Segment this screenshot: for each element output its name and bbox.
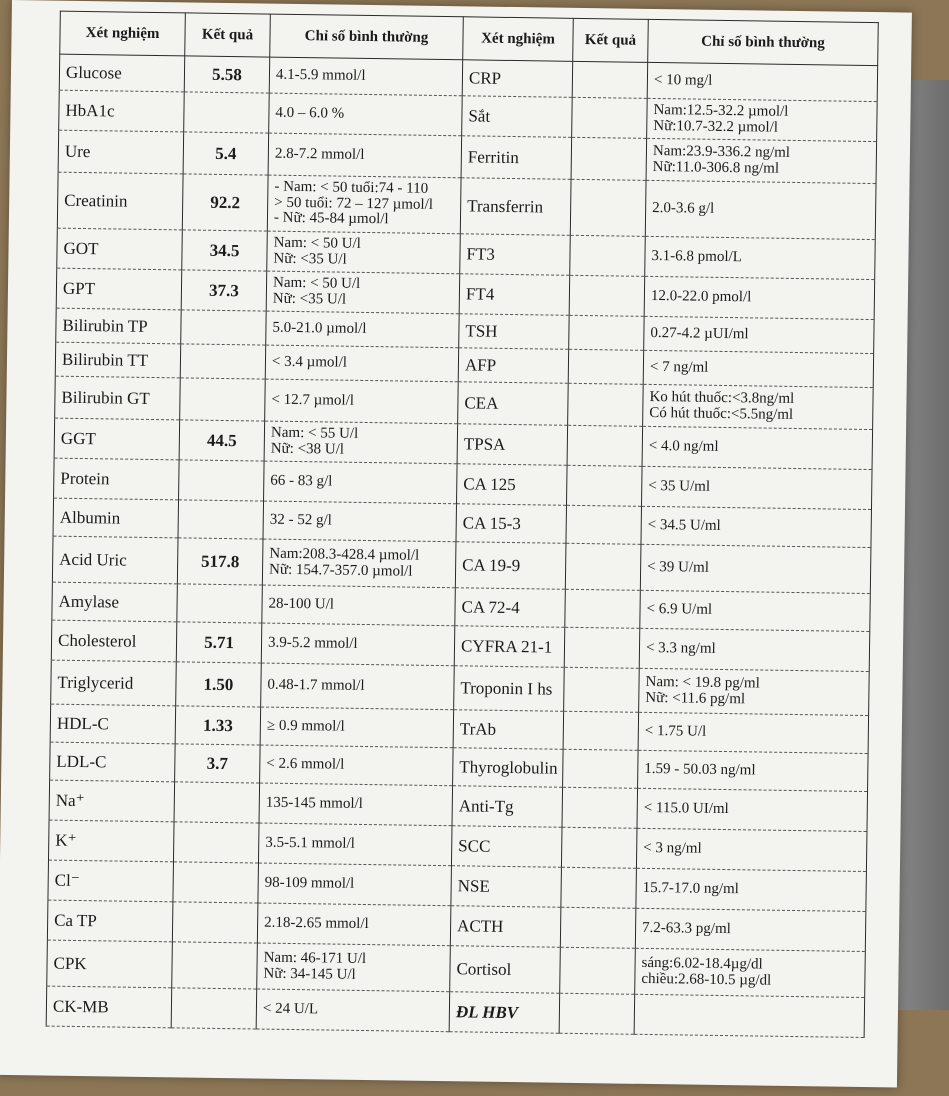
reference-line: 3.1-6.8 pmol/L [651,247,743,265]
reference-range-right [647,62,877,101]
reference-line: 98-109 mmol/l [264,874,355,892]
reference-line: Nữ: <35 U/l [273,250,347,268]
reference-line: < 4.0 ng/ml [648,437,719,455]
reference-range-left [262,585,456,626]
reference-line: < 7 ng/ml [649,358,709,376]
reference-range-right [637,788,868,831]
reference-range-left [269,57,462,96]
reference-line: < 10 mg/l [653,71,713,89]
reference-range-left [265,345,458,382]
test-name-left: Amylase [52,582,178,622]
test-name-left: CK-MB [46,986,172,1028]
result-right [570,235,646,276]
reference-range-right [638,712,869,753]
reference-range-right [643,384,874,429]
reference-range-right [642,426,873,469]
result-right [568,349,643,384]
reference-line: Nữ: 34-145 U/l [263,965,356,983]
result-right [561,827,637,868]
reference-range-right [647,98,878,141]
result-right [566,465,642,506]
result-left [180,344,265,379]
reference-line: < 1.75 U/l [644,722,707,740]
reference-line: 4.0 – 6.0 % [275,104,345,122]
reference-range-right [638,750,869,791]
result-right [561,867,637,908]
test-name-right: TSH [459,314,569,350]
test-name-left: Ure [58,130,184,174]
test-name-right: Thyroglobulin [453,748,564,788]
reference-range-left [260,745,454,786]
test-name-right: Cortisol [450,946,561,994]
reference-range-left [257,943,451,992]
reference-range-left [257,903,451,946]
reference-range-right [645,180,876,239]
reference-range-right [645,236,876,279]
test-name-right: ĐL HBV [449,992,560,1034]
reference-range-right [639,668,870,715]
test-name-right: CA 19-9 [455,542,566,590]
reference-range-left [258,863,452,906]
reference-range-right [636,828,867,871]
test-name-right: CEA [458,382,569,426]
result-left [180,378,266,421]
result-left [174,782,260,823]
test-name-right: Ferritin [461,136,572,180]
result-left [179,460,265,501]
result-right [572,61,647,98]
reference-line: < 12.7 µmol/l [271,391,355,409]
test-name-left: GGT [54,418,180,460]
reference-range-left [261,663,455,710]
result-right [565,589,641,628]
result-right [560,907,636,948]
test-name-left: Bilirubin GT [55,376,181,420]
reference-range-right [641,506,872,547]
reference-line: 7.2-63.3 pg/ml [641,919,731,937]
result-right [560,947,636,994]
reference-line: - Nữ: 45-84 µmol/l [273,210,389,228]
test-name-left: Albumin [53,498,179,538]
reference-line: 3.9-5.2 mmol/l [267,634,358,652]
reference-line: Nữ: <11.6 pg/ml [645,689,746,707]
reference-range-left [267,231,461,274]
reference-line: 135-145 mmol/l [265,794,364,812]
reference-range-right [644,316,874,353]
reference-line: < 3.3 ng/ml [645,639,716,657]
reference-line: Nam: 46-171 U/l [263,949,367,967]
test-name-right: FT4 [459,274,570,316]
reference-range-right [635,908,866,951]
reference-range-left [258,823,452,866]
result-left [172,942,258,989]
test-name-right: SCC [451,826,562,868]
header-test-left: Xét nghiệm [60,11,186,56]
test-name-right: Transferrin [460,178,571,236]
reference-range-left [268,133,462,178]
reference-line: 2.8-7.2 mmol/l [274,145,365,163]
test-name-left: Glucose [59,54,184,92]
result-right [562,787,638,828]
reference-range-right [636,868,867,911]
reference-line: Nam: < 55 U/l [270,424,359,442]
test-name-right: Troponin I hs [454,666,565,712]
reference-range-left [266,311,459,348]
reference-line: < 2.6 mmol/l [266,755,345,773]
reference-range-right [639,628,870,671]
reference-line: < 6.9 U/ml [646,600,713,618]
header-test-right: Xét nghiệm [463,17,574,62]
reference-line: chiều:2.68-10.5 µg/dl [641,970,772,989]
reference-line: Nữ: 154.7-357.0 µmol/l [268,561,413,580]
reference-range-left [259,783,453,826]
reference-line: Ko hút thuốc:<3.8ng/ml [649,388,795,407]
lab-results-table [46,11,879,1038]
header-result-right: Kết quả [573,18,649,62]
test-name-right: ACTH [450,906,561,948]
reference-line: Nam: < 50 U/l [273,234,361,252]
reference-range-right [646,138,877,183]
reference-range-right [634,994,865,1037]
test-name-left: Ca TP [47,900,173,942]
test-name-right: CA 15-3 [456,504,567,544]
test-name-right: TrAb [453,710,564,750]
reference-line: Nữ:11.0-306.8 ng/ml [652,158,780,177]
reference-line: < 3 ng/ml [643,839,702,857]
reference-line: Nữ: <35 U/l [272,290,347,308]
test-name-left: GOT [57,228,183,270]
test-name-left: Acid Uric [52,536,178,584]
test-name-left: GPT [56,268,182,310]
reference-range-left [267,175,461,234]
result-left: 37.3 [181,270,267,311]
result-left: 517.8 [177,538,263,585]
result-left: 5.4 [183,132,269,175]
reference-line: Nam:208.3-428.4 µmol/l [269,545,420,564]
reference-line: Nam:12.5-32.2 µmol/l [653,101,789,120]
result-left [171,988,257,1029]
reference-range-left [269,93,463,136]
reference-line: Nam: < 50 U/l [272,274,361,292]
reference-line: - Nam: < 50 tuổi:74 - 110 [274,178,429,197]
test-name-right: Anti-Tg [452,786,563,828]
reference-line: 5.0-21.0 µmol/l [272,319,367,337]
result-left: 5.58 [184,56,269,93]
result-left: 5.71 [176,622,262,663]
test-name-right: FT3 [460,234,571,276]
result-left: 44.5 [179,420,265,461]
result-right [567,425,643,466]
reference-line: 3.5-5.1 mmol/l [265,834,355,852]
reference-line: < 24 U/L [262,1000,319,1017]
test-name-left: Bilirubin TT [55,342,180,378]
result-right [569,275,645,316]
result-left: 1.33 [175,706,261,745]
result-left [173,822,259,863]
reference-line: < 3.4 µmol/l [271,353,348,371]
reference-line: 66 - 83 g/l [270,472,333,490]
test-name-left: HbA1c [59,90,185,132]
test-name-left: Protein [54,458,180,500]
reference-line: Nam: < 19.8 pg/ml [645,673,760,692]
result-right [570,179,646,236]
reference-range-left [260,707,454,748]
test-name-left: CPK [47,940,173,988]
result-right [568,383,644,426]
test-name-left: Creatinin [57,172,183,230]
test-name-left: Cholesterol [51,620,177,662]
test-name-right: CYFRA 21-1 [454,626,565,668]
result-right [571,137,647,180]
table-body [46,11,878,1037]
reference-range-left [263,501,457,542]
result-right [563,749,639,788]
test-name-right: AFP [458,348,568,384]
reference-range-left [265,379,459,424]
test-name-right: TPSA [457,424,568,466]
result-left [184,92,270,133]
test-name-left: Na⁺ [49,780,175,822]
result-left: 34.5 [182,230,268,271]
reference-line: 32 - 52 g/l [269,511,332,529]
result-right [565,543,641,590]
reference-line: < 115.0 UI/ml [643,799,729,817]
result-left: 3.7 [175,744,261,783]
result-right [563,711,639,750]
test-name-right: CA 72-4 [455,588,566,628]
result-left [173,862,259,903]
reference-range-right [644,276,875,319]
reference-line: Nữ: <38 U/l [270,440,345,458]
reference-line: 28-100 U/l [268,595,335,613]
test-name-right: Sắt [462,96,573,138]
result-right [566,505,642,544]
reference-range-right [643,350,873,387]
result-right [564,627,640,668]
reference-range-left [256,989,450,1032]
reference-range-right [640,590,871,631]
reference-line: 2.18-2.65 mmol/l [264,914,369,932]
reference-line: 1.59 - 50.03 ng/ml [644,760,756,779]
reference-line: 0.27-4.2 µUI/ml [650,324,749,342]
reference-line: 15.7-17.0 ng/ml [642,879,740,897]
result-right [572,97,648,138]
result-left: 1.50 [176,662,262,707]
reference-range-right [635,948,866,997]
result-left [177,584,263,623]
result-left: 92.2 [182,174,268,231]
header-reference-right: Chỉ số bình thường [648,19,879,65]
reference-range-left [264,461,458,504]
reference-line: < 35 U/ml [648,477,711,495]
reference-line: 2.0-3.6 g/l [652,199,715,217]
test-name-left: HDL-C [50,704,176,744]
test-name-right: CA 125 [457,464,568,506]
reference-line: ≥ 0.9 mmol/l [266,717,345,735]
result-left [178,500,264,539]
test-name-left: Cl⁻ [48,860,174,902]
reference-line: Nữ:10.7-32.2 µmol/l [653,117,779,136]
reference-line: Nam:23.9-336.2 ng/ml [652,142,791,161]
reference-line: sáng:6.02-18.4µg/dl [641,954,763,973]
reference-line: Có hút thuốc:<5.5ng/ml [649,404,794,423]
reference-range-left [266,271,460,314]
result-right [564,667,640,712]
reference-line: < 39 U/ml [647,558,710,576]
reference-line: < 34.5 U/ml [647,516,721,534]
test-name-left: Bilirubin TP [56,308,181,344]
header-result-left: Kết quả [185,13,271,57]
result-right [559,993,635,1034]
reference-line: 12.0-22.0 pmol/l [650,287,752,305]
test-name-left: K⁺ [48,820,174,862]
reference-range-left [261,623,455,666]
reference-range-right [641,466,872,509]
test-name-right: NSE [451,866,562,908]
reference-line: 4.1-5.9 mmol/l [275,66,366,84]
test-name-right: CRP [462,60,572,98]
test-name-left: LDL-C [50,742,176,782]
result-right [569,315,644,350]
reference-line: > 50 tuổi: 72 – 127 µmol/l [274,194,434,213]
result-left [172,902,258,943]
reference-range-left [262,539,456,588]
reference-range-left [264,421,458,464]
reference-range-right [640,544,871,593]
reference-line: 0.48-1.7 mmol/l [267,676,365,694]
header-reference-left: Chỉ số bình thường [270,14,464,60]
result-left [181,310,266,345]
test-name-left: Triglycerid [51,660,177,706]
